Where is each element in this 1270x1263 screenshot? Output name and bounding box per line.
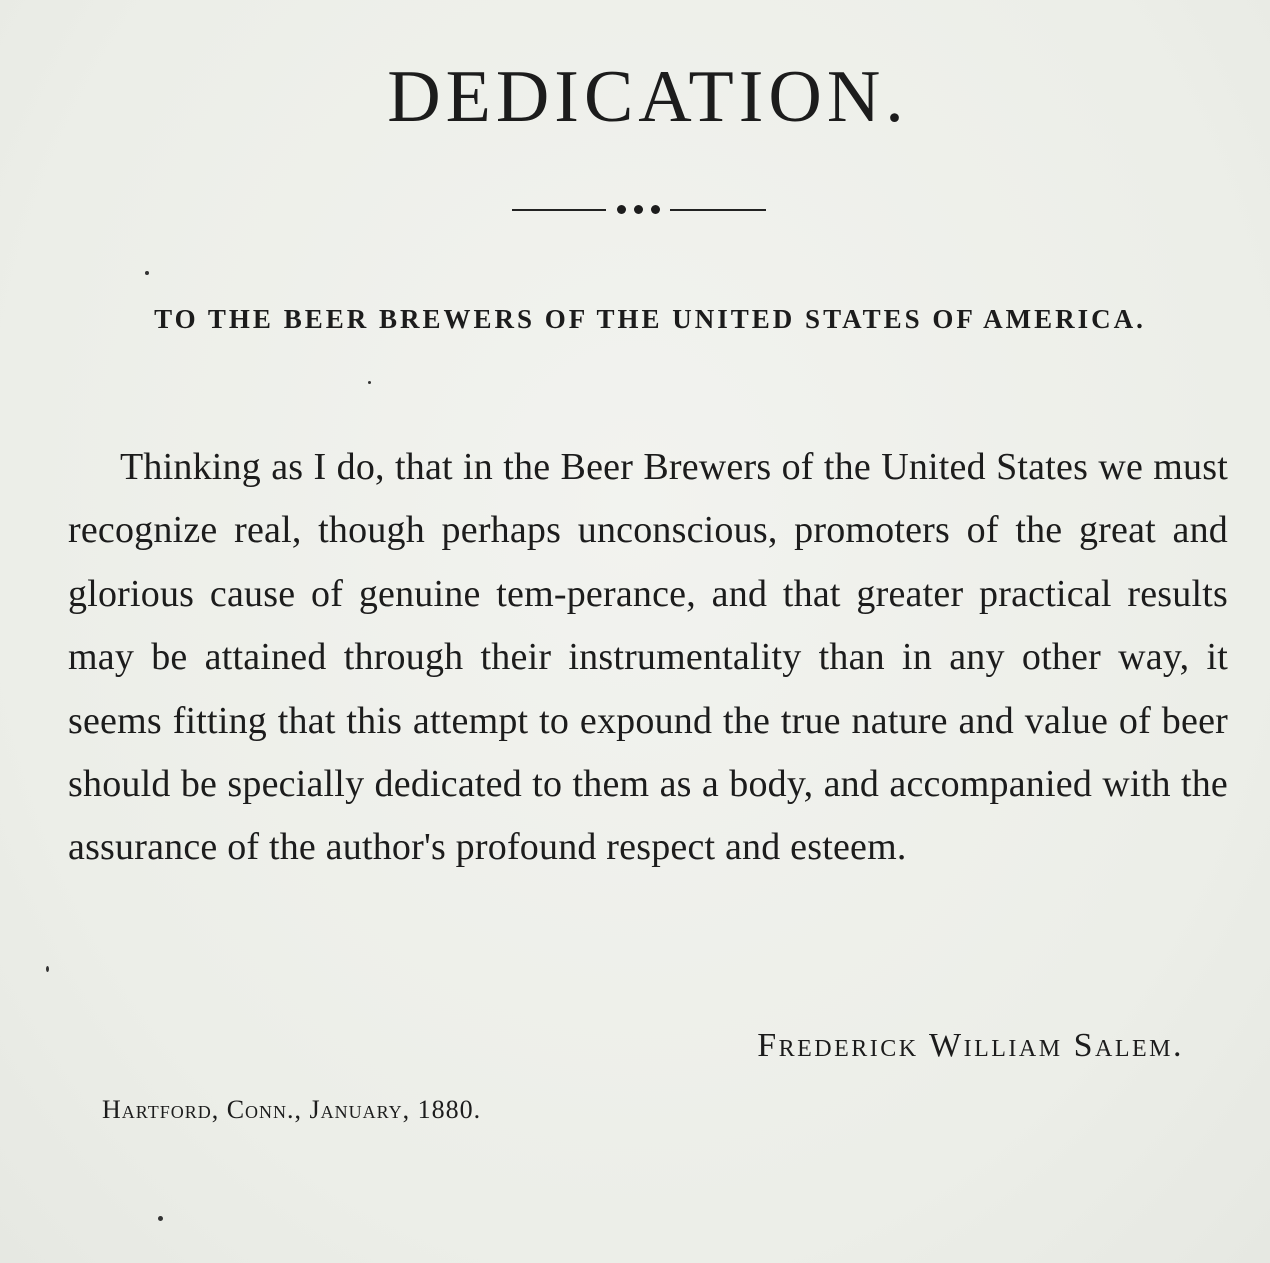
paper-speck xyxy=(158,1216,163,1221)
page-title: DEDICATION. xyxy=(387,56,909,138)
place-and-date: Hartford, Conn., January, 1880. xyxy=(102,1095,482,1124)
author-signature: Frederick William Salem. xyxy=(757,1027,1184,1064)
divider-line-left xyxy=(512,209,606,211)
paper-speck xyxy=(46,966,49,972)
dedicatee-line: TO THE BEER BREWERS OF THE UNITED STATES OF AMERICA. xyxy=(154,304,1146,334)
paper-speck xyxy=(368,381,371,384)
divider-dot-2 xyxy=(634,205,643,214)
divider-line-right xyxy=(670,209,766,211)
paper-speck xyxy=(145,271,149,275)
dedication-paragraph: Thinking as I do, that in the Beer Brewers of the United States we must recognize real, though perhaps unconscious, promoters of the great and glorious cause of genuine tem-perance, and that greater practical results may be attained through their instrumentality than in any other way, it seems fitting that this attempt to expound the true nature and value of beer should be specially dedicated to them as a body, and accompanied with the assurance of the author's profound respect and esteem. xyxy=(68,446,1228,869)
ornamental-divider xyxy=(512,198,768,222)
divider-dot-1 xyxy=(617,205,626,214)
divider-dot-3 xyxy=(651,205,660,214)
